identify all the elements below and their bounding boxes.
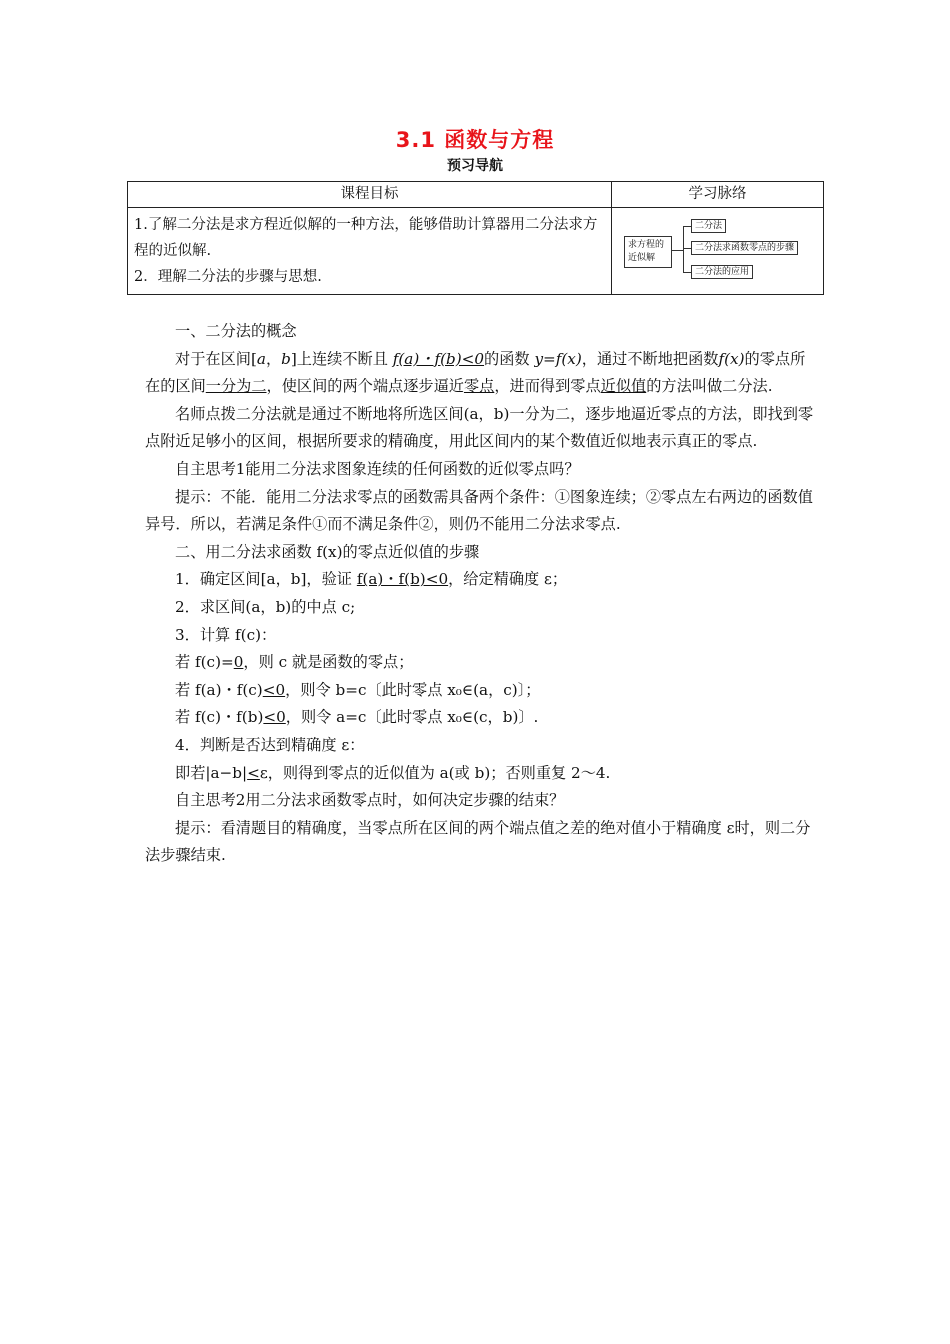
main-content bbox=[145, 318, 820, 870]
case-item: 若 f(c)=0，则 c 就是函数的零点； bbox=[175, 653, 414, 672]
think-question: 自主思考2用二分法求函数零点时，如何决定步骤的结束？ bbox=[175, 791, 565, 810]
underlined-condition: f(a)・f(b)<0 bbox=[392, 349, 485, 368]
diagram-connector bbox=[671, 250, 683, 251]
diagram-connector bbox=[683, 226, 684, 272]
page-title: 3.1 函数与方程 bbox=[395, 128, 555, 152]
step-item: 4．判断是否达到精确度 ε： bbox=[175, 735, 365, 754]
underlined-term: 近似值 bbox=[600, 377, 647, 396]
goal-item: 2．理解二分法的步骤与思想. bbox=[134, 269, 322, 285]
step-detail: 即若|a−b|<ε，则得到零点的近似值为 a(或 b)；否则重复 2～4. bbox=[175, 763, 611, 782]
diagram-connector bbox=[683, 272, 691, 273]
think-question: 自主思考1能用二分法求图象连续的任何函数的近似零点吗？ bbox=[175, 459, 580, 478]
goals-cell bbox=[128, 208, 612, 295]
case-item: 若 f(a)・f(c)<0，则令 b=c〔此时零点 x₀∈(a，c)〕； bbox=[175, 680, 541, 699]
case-item: 若 f(c)・f(b)<0，则令 a=c〔此时零点 x₀∈(c，b)〕. bbox=[175, 708, 539, 727]
step-item: 1．确定区间[a，b]，验证 f(a)・f(b)<0，给定精确度 ε； bbox=[175, 570, 568, 589]
section-heading: 二、用二分法求函数 f(x)的零点近似值的步骤 bbox=[175, 542, 480, 561]
context-diagram bbox=[612, 208, 823, 293]
preview-table bbox=[127, 181, 824, 295]
think-answer: 提示：不能．能用二分法求零点的函数需具备两个条件：①图象连续；②零点左右两边的函数值异号．所以，若满足条件①而不满足条件②，则仍不能用二分法求零点. bbox=[145, 487, 813, 534]
context-diagram-cell bbox=[612, 208, 824, 295]
definition-paragraph: 对于在区间[a，b]上连续不断且 f(a)・f(b)<0的函数 y=f(x)，通过不断地把函数f(x)的零点所在的区间一分为二，使区间的两个端点逐步逼近零点，进而得到零点近似值的方法叫做二分法. bbox=[145, 349, 806, 396]
goal-item: 1.了解二分法是求方程近似解的一种方法，能够借助计算器用二分法求方程的近似解. bbox=[134, 217, 598, 259]
diagram-branch-box: 二分法的应用 bbox=[691, 265, 753, 279]
table-header-goals: 课程目标 bbox=[128, 182, 612, 208]
step-item: 3．计算 f(c)： bbox=[175, 625, 277, 644]
diagram-branch-box: 二分法求函数零点的步骤 bbox=[691, 241, 798, 255]
tip-paragraph: 名师点拨二分法就是通过不断地将所选区间(a，b)一分为二，逐步地逼近零点的方法，即找到零点附近足够小的区间，根据所要求的精确度，用此区间内的某个数值近似地表示真正的零点. bbox=[145, 404, 814, 451]
table-header-context: 学习脉络 bbox=[612, 182, 824, 208]
diagram-root-box: 求方程的近似解 bbox=[624, 236, 672, 268]
step-item: 2．求区间(a，b)的中点 c; bbox=[175, 597, 356, 616]
underlined-term: 零点 bbox=[463, 377, 495, 396]
section-subtitle: 预习导航 bbox=[447, 158, 503, 174]
think-answer: 提示：看清题目的精确度，当零点所在区间的两个端点值之差的绝对值小于精确度 ε时，则二分法步骤结束. bbox=[145, 818, 811, 865]
section-heading: 一、二分法的概念 bbox=[175, 322, 297, 340]
diagram-connector bbox=[683, 226, 691, 227]
underlined-term: 一分为二 bbox=[205, 377, 267, 396]
diagram-connector bbox=[683, 248, 691, 249]
diagram-branch-box: 二分法 bbox=[691, 219, 726, 233]
